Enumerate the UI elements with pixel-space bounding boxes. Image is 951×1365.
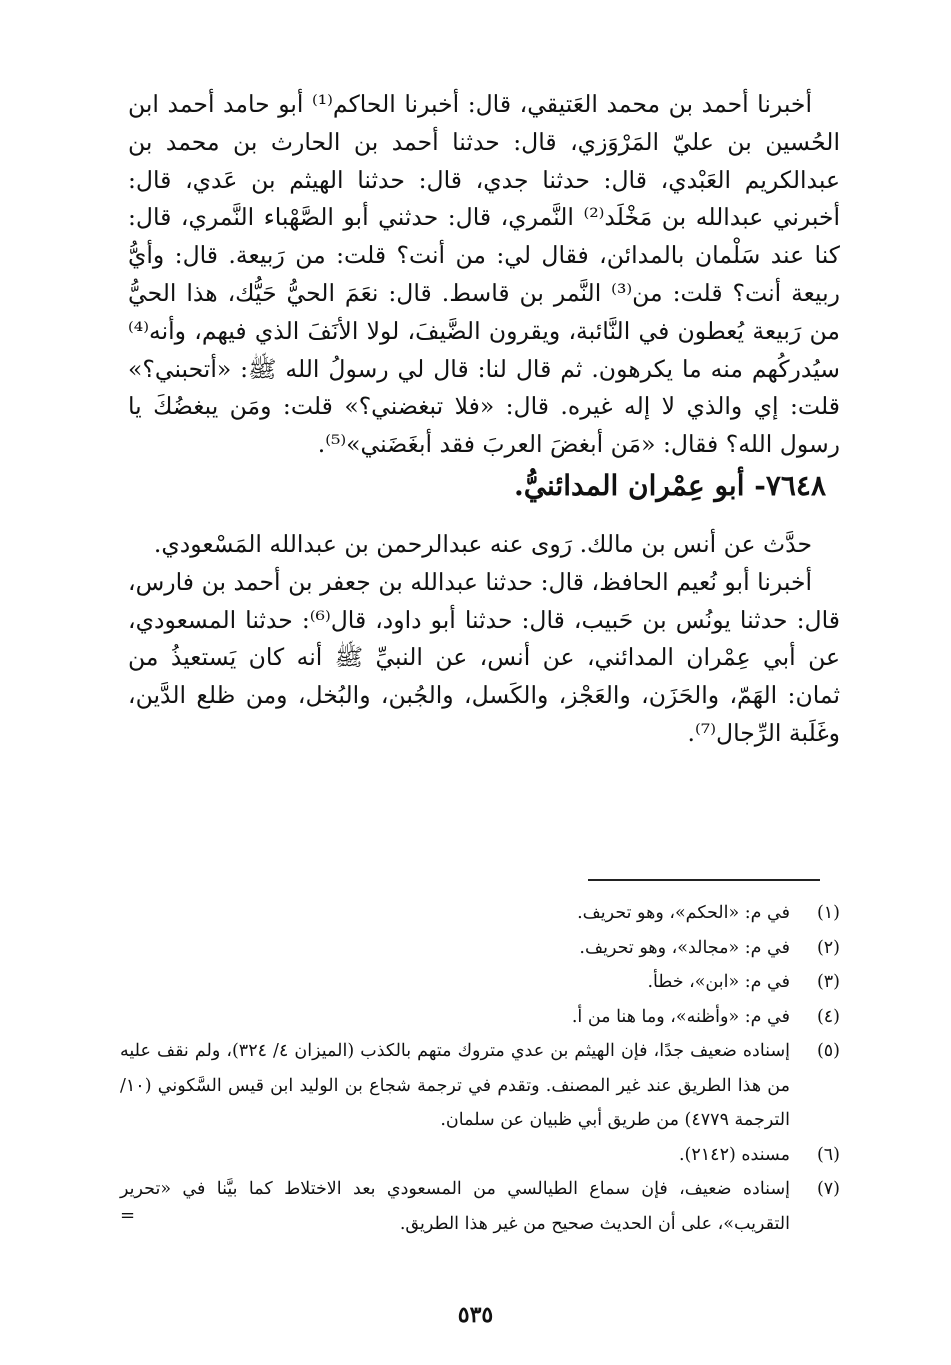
paragraph-isnad-hadith: أخبرنا أبو نُعيم الحافظ، قال: حدثنا عبدالله بن جعفر بن أحمد بن فارس، قال: حدثنا يونُس بن حَبيب، قال: حدثنا أبو داود، قال⁽⁶⁾: حدثنا المسعودي، عن أبي عِمْران المدائني، عن أنس، عن النبيِّ ﷺ أنه كان يَستعيذُ من ثمان: الهَمّ، والحَزَن، والعَجْز، والكَسل، والجُبن، والبُخل، ومن ظلع الدَّين، وغَلَبة الرِّجال⁽⁷⁾. [128,567,840,747]
footnote-number: (٤) [816,1006,840,1027]
footnote-item [120,931,840,966]
footnote-item [120,965,840,1000]
footnote-number: (٧) [816,1179,840,1199]
main-text [128,86,840,753]
footnote-text: مسنده (٢١٤٢). [678,1144,790,1165]
footnote-number: (١) [816,903,840,923]
footnote-text: في م: «وأظنه»، وما هنا من أ. [571,1006,790,1027]
footnote-item [120,896,840,931]
footnote-item [120,1000,840,1035]
footnote-text: إسناده ضعيف جدًا، فإن الهيثم بن عدي متروك متهم بالكذب (الميزان ٤/ ٣٢٤)، ولم نقف عليه من هذا الطريق عند غير المصنف. وتقدم في ترجمة شجاع بن الوليد ابن قيس السَّكوني (١٠/ الترجمة ٤٧٧٩) من طريق أبي ظبيان عن سلمان. [120,1041,790,1130]
footnote-item [120,1138,840,1173]
continuation-mark: = [120,1205,136,1226]
paragraph-entry-intro: حدَّث عن أنس بن مالك. رَوى عنه عبدالرحمن بن عبدالله المَسْعودي. [153,529,812,558]
footnote-text: في م: «ابن»، خطأ. [647,972,790,992]
footnote-item [120,1034,840,1138]
page-number: ٥٣٥ [457,1302,494,1328]
footnote-number: (٢) [816,937,840,958]
footnote-text: في م: «مجالد»، وهو تحريف. [579,937,790,958]
footnote-number: (٣) [816,972,840,992]
paragraph-salman-hadith: أخبرنا أحمد بن محمد العَتيقي، قال: أخبرنا الحاكم⁽¹⁾ أبو حامد أحمد ابن الحُسين بن عليّ المَرْوَزي، قال: حدثنا أحمد بن الحارث بن محمد بن عبدالكريم العَبْدي، قال: حدثنا جدي، قال: حدثنا الهيثم بن عَدي، قال: أخبرني عبدالله بن مَخْلَد⁽²⁾ النَّمري، قال: حدثني أبو الصَّهْباء النَّمري، قال: كنا عند سَلْمان بالمدائن، فقال لي: من أنت؟ قلت: من رَبيعة. قال: وأيُّ ربيعة أنت؟ قلت: من⁽³⁾ النَّمر بن قاسط. قال: نعَمَ الحيُّ حَيُّك، هذا الحيُّ من رَبيعة يُعطون في النَّائبة، ويقرون الضَّيفَ، لولا الأنَفَ الذي فيهم، وأنه⁽⁴⁾ سيُدركُهم منه ما يكرهون. ثم قال لنا: قال لي رسولُ الله ﷺ: «أتحبني؟» قلت: إي والذي لا إله غيره. قال: «فلا تبغضني؟» قلت: ومَن يبغضُكَ يا رسول الله؟ فقال: «مَن أبغضَ العربَ فقد أبغَضَني»⁽⁵⁾. [128,90,840,459]
footnote-number: (٥) [816,1041,840,1061]
footnote-item [120,1172,840,1241]
footnote-number: (٦) [816,1144,840,1165]
footnote-separator [588,879,820,881]
footnotes [120,896,840,1241]
footnote-text: إسناده ضعيف، فإن سماع الطيالسي من المسعودي بعد الاختلاط كما بيَّنا في «تحرير التقريب»، على أن الحديث صحيح من غير هذا الطريق. [120,1179,790,1234]
footnote-text: في م: «الحكم»، وهو تحريف. [577,903,790,923]
entry-heading: ٧٦٤٨- أبو عِمْران المدائنيُّ. [513,468,826,502]
